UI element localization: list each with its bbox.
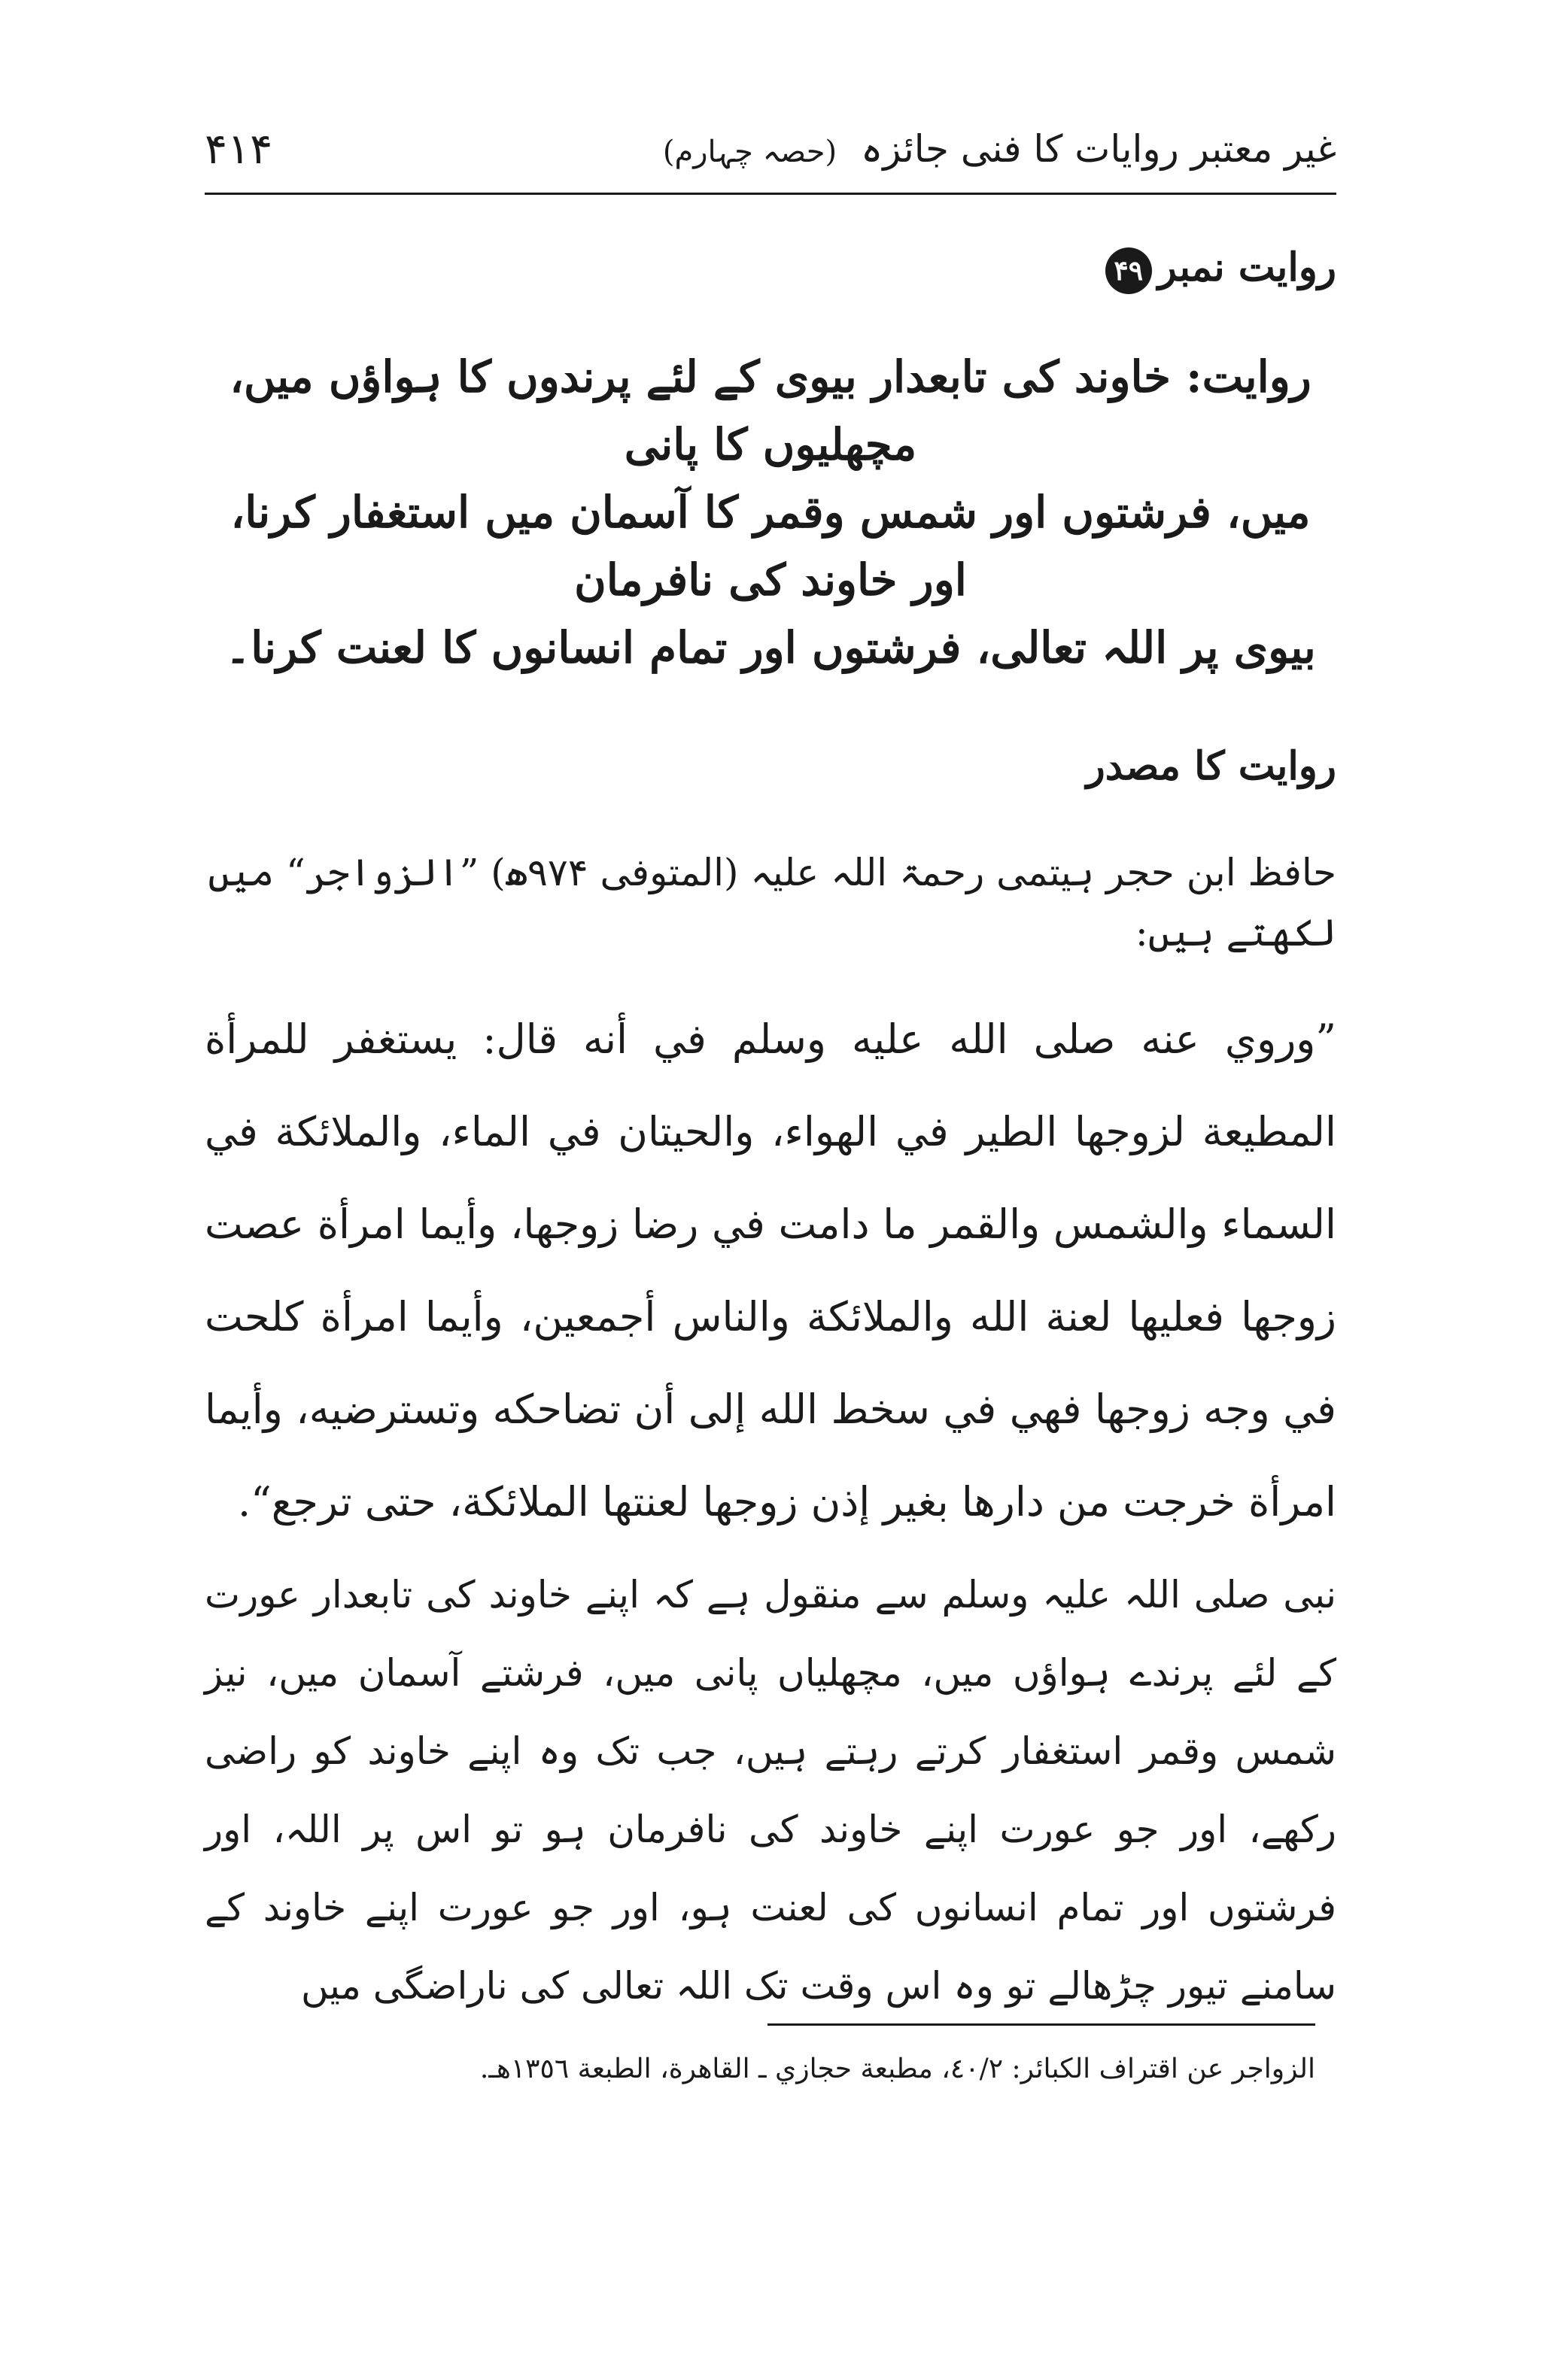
- source-heading: روایت کا مصدر: [1086, 742, 1336, 789]
- narration-line: بیوی پر اللہ تعالی، فرشتوں اور تمام انسانوں کا لعنت کرنا۔: [225, 621, 1316, 673]
- narration-line: میں، فرشتوں اور شمس وقمر کا آسمان میں استغفار کرنا، اور خاوند کی نافرمان: [230, 486, 1311, 606]
- urdu-translation: نبی صلی اللہ علیہ وسلم سے منقول ہے کہ اپنے خاوند کی تابعدار عورت کے لئے پرندے ہواؤں میں، مچھلیاں پانی میں، فرشتے آسمان میں، نیز شمس وقمر استغفار کرتے رہتے ہیں، جب تک وہ اپنے خاوند کو راضی رکھے، اور جو عورت اپنے خاوند کی نافرمان ہو تو اس پر اللہ، اور فرشتوں اور تمام انسانوں کی لعنت ہو، اور جو عورت اپنے خاوند کے سامنے تیور چڑھالے تو وہ اس وقت تک اللہ تعالی کی ناراضگی میں: [205, 1573, 1336, 2008]
- footnote-rule: [767, 2023, 1315, 2026]
- narration-statement: [205, 344, 1336, 682]
- source-intro: حافظ ابن حجر ہیتمی رحمۃ اللہ علیہ (المتوفی ۹۷۴ھ) ”الزواجر“ میں لکھتے ہیں:: [208, 850, 1336, 955]
- arabic-quotation: ”وروي عنه صلى الله عليه وسلم في أنه قال: يستغفر للمرأة المطيعة لزوجها الطير في الهواء، والحيتان في الماء، والملائكة في السماء والشمس والقمر ما دامت في رضا زوجها، وأيما امرأة عصت زوجها فعليها لعنة الله والملائكة والناس أجمعين، وأيما امرأة كلحت في وجه زوجها فهي في سخط الله إلى أن تضاحكه وتسترضيه، وأيما امرأة خرجت من دارها بغير إذن زوجها لعنتها الملائكة، حتى ترجع“.: [205, 1015, 1336, 1526]
- footnote: الزواجر عن اقتراف الكبائر: ٤٠/٢، مطبعة حجازي ـ القاهرة، الطبعة ١٣٥٦هـ.: [479, 2054, 1315, 2084]
- narration-number-heading: [205, 236, 1336, 299]
- header-rule: [205, 193, 1336, 195]
- narration-number-badge: ۴۹: [1105, 247, 1152, 294]
- narration-label: روایت نمبر: [1157, 244, 1336, 290]
- main-content: [205, 226, 1336, 2025]
- book-title: غیر معتبر روایات کا فنی جائزہ: [860, 127, 1336, 171]
- running-title: [663, 127, 1336, 171]
- book-part: (حصہ چہارم): [662, 135, 837, 169]
- narration-line: روایت: خاوند کی تابعدار بیوی کے لئے پرندوں کا ہواؤں میں، مچھلیوں کا پانی: [229, 351, 1312, 471]
- page-header: [205, 111, 1336, 187]
- page-number: ۴۱۴: [205, 124, 273, 174]
